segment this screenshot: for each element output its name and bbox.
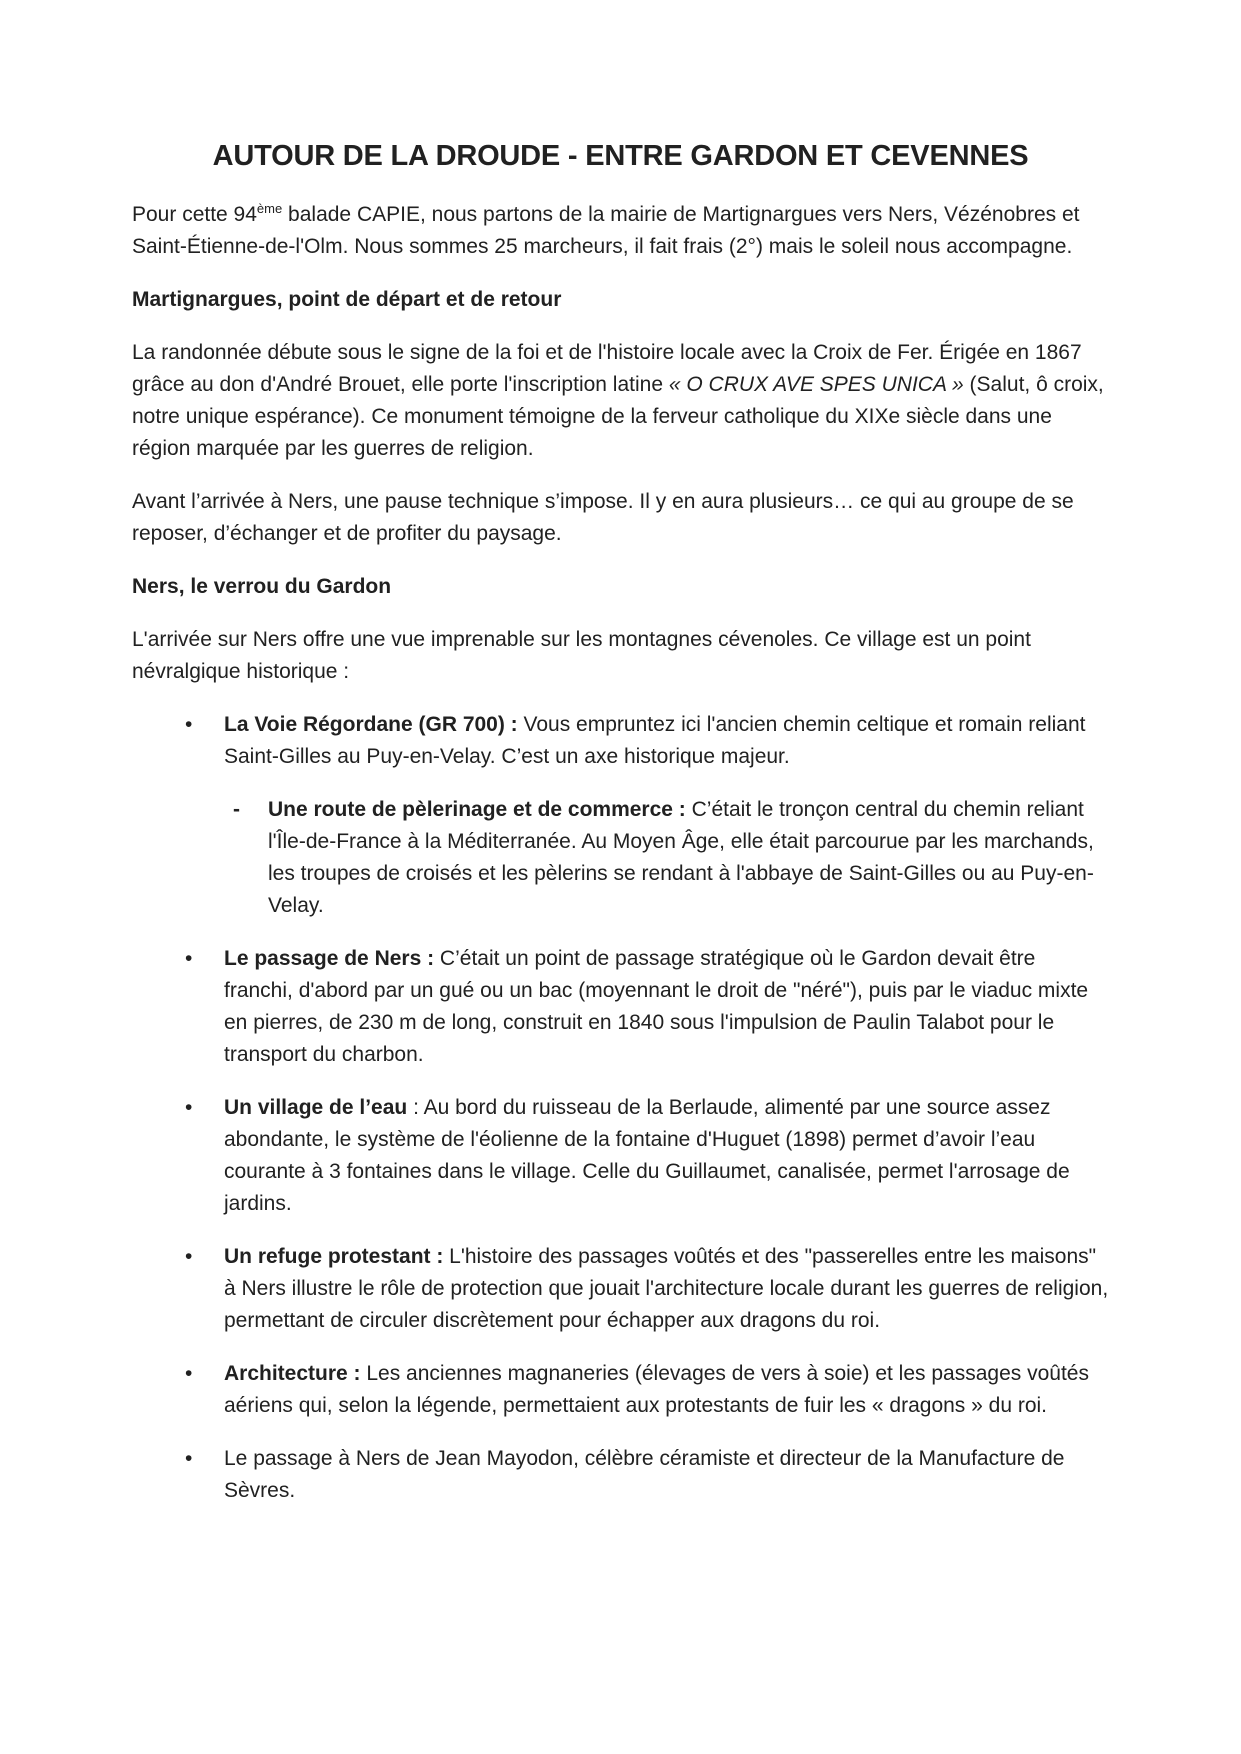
- list-item-text: Vous empruntez ici l'ancien chemin celtique et romain reliant Saint-Gilles au Puy-en-Velay. C’est un axe historique majeur.: [224, 713, 1086, 768]
- paragraph-ners-arrivee: L'arrivée sur Ners offre une vue imprenable sur les montagnes cévenoles. Ce village est un point névralgique historique :: [132, 628, 1031, 683]
- list-item-lead: Un village de l’eau: [224, 1096, 408, 1119]
- croix-text-end: (Salut, ô croix, notre unique espérance). Ce monument témoigne de la ferveur catholique du XIXe siècle dans une région marquée par les guerres de religion.: [132, 373, 1104, 460]
- ordinal-superscript: ème: [256, 201, 283, 216]
- list-item-passage-ners: [132, 943, 1109, 1071]
- heading-ners: Ners, le verrou du Gardon: [132, 575, 392, 598]
- intro-text-start: Pour cette 94: [132, 203, 257, 226]
- bullet-list: [132, 709, 1109, 1507]
- list-item-voie-regordane: [132, 709, 1109, 773]
- list-item-text: C’était le tronçon central du chemin reliant l'Île-de-France à la Méditerranée. Au Moyen Âge, elle était parcourue par les marchands, les troupes de croisés et les pèlerins se rendant à l'abbaye de Saint-Gilles ou au Puy-en-Velay.: [268, 798, 1094, 917]
- list-item-lead: Architecture :: [224, 1362, 361, 1385]
- document-title: AUTOUR DE LA DROUDE - ENTRE GARDON ET CEVENNES: [212, 140, 1029, 172]
- list-item-text: L'histoire des passages voûtés et des "passerelles entre les maisons" à Ners illustre le rôle de protection que jouait l'architecture locale durant les guerres de religion, permettant de circuler discrètement pour échapper aux dragons du roi.: [224, 1245, 1109, 1332]
- list-item-jean-mayodon: [132, 1443, 1109, 1507]
- heading-martignargues: Martignargues, point de départ et de retour: [132, 288, 562, 311]
- list-item-lead: Une route de pèlerinage et de commerce :: [268, 798, 686, 821]
- list-item-lead: Le passage de Ners :: [224, 947, 435, 970]
- intro-text-end: balade CAPIE, nous partons de la mairie de Martignargues vers Ners, Vézénobres et Saint-Étienne-de-l'Olm. Nous sommes 25 marcheurs, il fait frais (2°) mais le soleil nous accompagne.: [132, 203, 1080, 258]
- croix-text-start: La randonnée débute sous le signe de la foi et de l'histoire locale avec la Croix de Fer. Érigée en 1867 grâce au don d'André Brouet, elle porte l'inscription latine: [132, 341, 1082, 396]
- bullet-icon: •: [185, 947, 193, 970]
- paragraph-pause-technique: Avant l’arrivée à Ners, une pause technique s’impose. Il y en aura plusieurs… ce qui au groupe de se reposer, d’échanger et de profiter du paysage.: [132, 490, 1074, 545]
- bullet-icon: •: [185, 1245, 193, 1268]
- list-item-lead: La Voie Régordane (GR 700) :: [224, 713, 518, 736]
- list-item-architecture: [132, 1358, 1109, 1422]
- intro-paragraph: [132, 199, 1109, 263]
- bullet-icon: •: [185, 713, 193, 736]
- list-item-text: Le passage à Ners de Jean Mayodon, célèbre céramiste et directeur de la Manufacture de Sèvres.: [224, 1447, 1065, 1502]
- list-item-lead: Un refuge protestant :: [224, 1245, 444, 1268]
- bullet-icon: •: [185, 1096, 193, 1119]
- bullet-icon: •: [185, 1362, 193, 1385]
- dash-icon: -: [233, 798, 240, 821]
- bullet-icon: •: [185, 1447, 193, 1470]
- list-item-text: C’était un point de passage stratégique où le Gardon devait être franchi, d'abord par un gué ou un bac (moyennant le droit de "néré"), puis par le viaduc mixte en pierres, de 230 m de long, construit en 1840 sous l'impulsion de Paulin Talabot pour le transport du charbon.: [224, 947, 1089, 1066]
- latin-inscription-italic: « O CRUX AVE SPES UNICA »: [668, 373, 964, 396]
- list-item-village-eau: [132, 1092, 1109, 1220]
- list-item-text: Les anciennes magnaneries (élevages de vers à soie) et les passages voûtés aériens qui, selon la légende, permettaient aux protestants de fuir les « dragons » du roi.: [224, 1362, 1089, 1417]
- list-item-route-pelerinage: [132, 794, 1109, 922]
- list-item-text: : Au bord du ruisseau de la Berlaude, alimenté par une source assez abondante, le système de l'éolienne de la fontaine d'Huguet (1898) permet d’avoir l’eau courante à 3 fontaines dans le village. Celle du Guillaumet, canalisée, permet l'arrosage de jardins.: [224, 1096, 1070, 1215]
- list-item-refuge-protestant: [132, 1241, 1109, 1337]
- paragraph-croix-de-fer: [132, 337, 1109, 465]
